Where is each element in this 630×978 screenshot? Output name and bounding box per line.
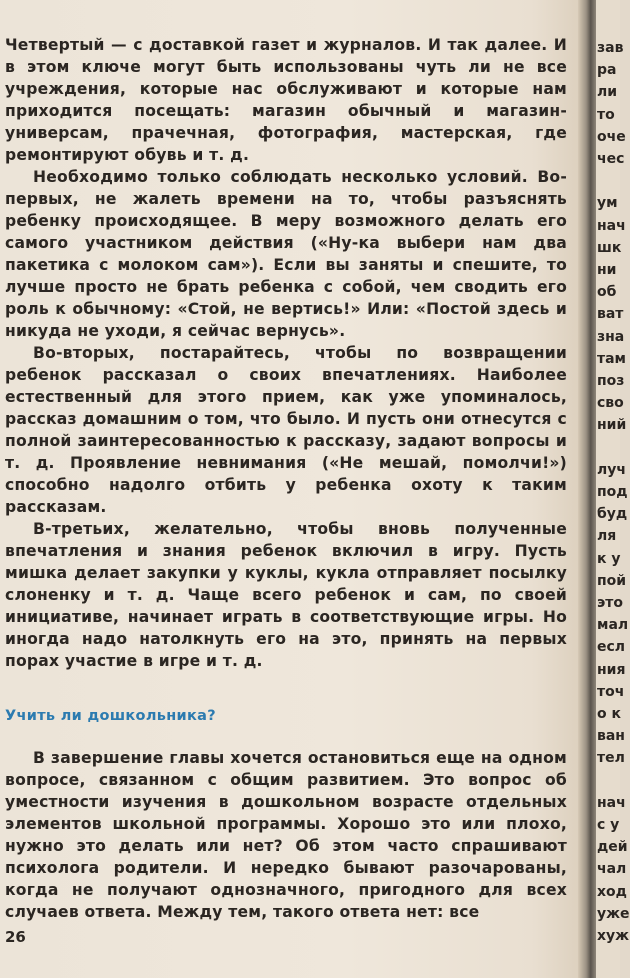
next-page-fragment: мал [597, 617, 629, 634]
next-page-fragment: дей [597, 839, 628, 856]
next-page-fragment: с у [597, 817, 620, 833]
next-page-fragment: ний [597, 417, 627, 434]
next-page-fragment: пой [597, 572, 627, 589]
next-page-fragment: чал [597, 861, 627, 878]
next-page-fragment: ни [597, 262, 617, 278]
next-page-fragment: это [597, 595, 624, 611]
paragraph-2: Необходимо только соблюдать несколько условий. Во-первых, не жалеть времени на то, чтобы разъяснять ребенку происходящее. В меру возможного делать его самого участником действия («Ну-ка выбери нам два пакетика с молоком сам»). Если вы заняты и спешите, то лучше просто не брать ребенка с собой, чем сводить его роль к обычному: «Стой, не вертись!» Или: «Постой здесь и никуда не уходи, я сейчас вернусь». [5, 168, 567, 340]
next-page-fragment: ля [597, 528, 617, 545]
next-page-fragment: под [597, 484, 628, 500]
next-page-fragment: сво [597, 395, 624, 412]
next-page-fragment: там [597, 350, 627, 367]
next-page-fragment: зав [597, 40, 624, 56]
next-page-fragment: об [597, 284, 617, 301]
page-number: 26 [5, 928, 26, 946]
next-page-fragment: ра [597, 62, 617, 79]
paragraph-3: Во-вторых, постарайтесь, чтобы по возвращении ребенок рассказал о своих впечатлениях. Наиболее естественный для этого прием, как уже упоминалось, рассказ домашним о том, что было. И пусть они отнесутся с полной заинтересованностью к рассказу, задают вопросы и т. д. Проявление невнимания («Не мешай, помолчи!») способно надолго отбить у ребенка охоту к таким рассказам. [5, 344, 567, 516]
next-page-fragment: нач [597, 217, 626, 234]
body-text [5, 34, 567, 923]
next-page-fragment: ван [597, 728, 625, 745]
next-page-fragment: буд [597, 506, 628, 523]
next-page-fragment: ват [597, 306, 624, 323]
next-page-fragment: нач [597, 794, 626, 811]
next-page-fragment: оче [597, 128, 626, 145]
next-page-fragment: чес [597, 151, 625, 167]
next-page-fragment: ум [597, 195, 618, 212]
next-page-fragment: точ [597, 683, 625, 700]
next-page-fragment: ли [597, 84, 618, 101]
next-page-fragment: тел [597, 750, 625, 767]
paragraph-4: В-третьих, желательно, чтобы вновь полученные впечатления и знания ребенок включил в игру. Пусть мишка делает закупки у куклы, кукла отправляет посылку слоненку и т. д. Чаще всего ребенок и сам, по своей инициативе, начинает играть в соответствующие игры. Но иногда надо натолкнуть его на это, принять на первых порах участие в игре и т. д. [5, 520, 567, 670]
paragraph-1: Четвертый — с доставкой газет и журналов. И так далее. И в этом ключе могут быть использованы чуть ли не все учреждения, которые нас обслуживают и которые нам приходится посещать: магазин обычный и магазин-универсам, прачечная, фотография, мастерская, где ремонтируют обувь и т. д. [5, 36, 567, 164]
next-page-fragment: уже [597, 905, 630, 922]
section-heading: Учить ли дошкольника? [5, 708, 216, 724]
book-spine-shadow [578, 0, 596, 978]
next-page-fragment: ния [597, 661, 626, 678]
next-page-fragment: поз [597, 373, 625, 389]
next-page-fragment: луч [597, 461, 626, 478]
next-page-fragment: зна [597, 328, 625, 345]
next-page-fragment: ход [597, 883, 627, 900]
next-page-fragment: хуж [597, 928, 630, 944]
book-page-right-edge [596, 0, 630, 978]
next-page-fragment: есл [597, 639, 626, 656]
next-page-fragment: о к [597, 706, 621, 722]
section-paragraph-1: В завершение главы хочется остановиться еще на одном вопросе, связанном с общим развитием. Это вопрос об уместности изучения в дошкольном возрасте отдельных элементов школьной программы. Хорошо это или плохо, нужно это делать или нет? Об этом часто спрашивают психолога родители. И нередко бывают разочарованы, когда не получают однозначного, пригодного для всех случаев ответа. Между тем, такого ответа нет: все [5, 749, 567, 921]
next-page-fragment: шк [597, 239, 622, 256]
next-page-fragment: то [597, 106, 615, 123]
next-page-fragment: к у [597, 550, 621, 567]
